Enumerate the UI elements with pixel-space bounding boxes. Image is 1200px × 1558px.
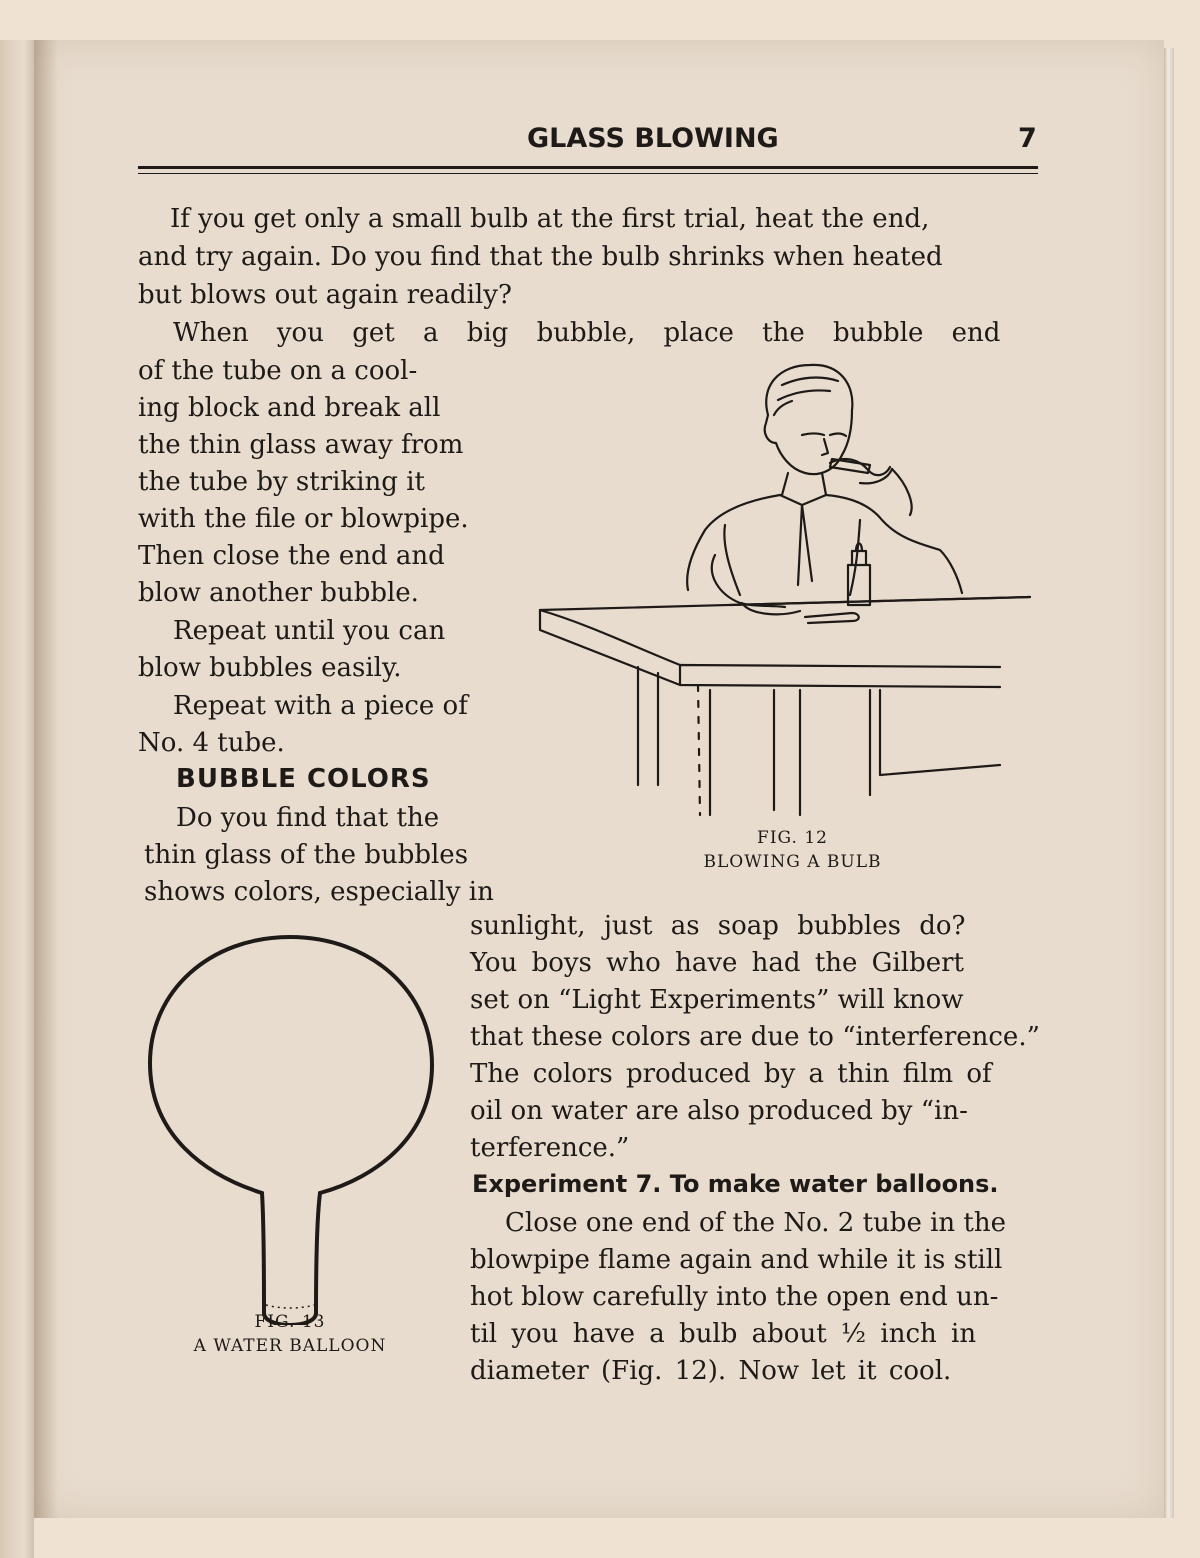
- paragraph-4-line: Repeat with a piece of: [173, 691, 468, 721]
- paragraph-1-line: If you get only a small bulb at the first trial, heat the end,: [170, 204, 930, 234]
- paragraph-2-line: Then close the end and: [138, 541, 445, 571]
- paragraph-5-line: thin glass of the bubbles: [144, 840, 469, 870]
- paragraph-5-line: Do you find that the: [176, 803, 440, 833]
- paragraph-3-line: blow bubbles easily.: [138, 653, 402, 683]
- paragraph-6-line: blowpipe flame again and while it is still: [470, 1245, 1003, 1275]
- section-heading: BUBBLE COLORS: [176, 764, 431, 794]
- binding-gutter: [34, 40, 58, 1518]
- paragraph-6-line: Close one end of the No. 2 tube in the: [505, 1208, 1007, 1238]
- figure-12-caption: BLOWING A BULB: [703, 852, 882, 872]
- paragraph-5-line: that these colors are due to “interference.”: [470, 1022, 1040, 1052]
- paragraph-1-line: but blows out again readily?: [138, 280, 512, 310]
- paragraph-2-line: the thin glass away from: [138, 430, 464, 460]
- figure-13-water-balloon-illustration: [140, 925, 450, 1325]
- paragraph-1-line: and try again. Do you find that the bulb shrinks when heated: [138, 242, 943, 272]
- paragraph-2-line: the tube by striking it: [138, 467, 425, 497]
- paragraph-6-line: hot blow carefully into the open end un-: [470, 1282, 999, 1312]
- paragraph-5-line: oil on water are also produced by “in-: [470, 1096, 968, 1126]
- paragraph-6-line: til you have a bulb about ½ inch in: [470, 1319, 977, 1349]
- paragraph-5-line: shows colors, especially in: [144, 877, 494, 907]
- paragraph-2-line: ing block and break all: [138, 393, 441, 423]
- paragraph-2-line: of the tube on a cool-: [138, 356, 418, 386]
- figure-13-caption: A WATER BALLOON: [193, 1336, 387, 1356]
- paragraph-4-line: No. 4 tube.: [138, 728, 285, 758]
- figure-12-number: FIG. 12: [757, 828, 828, 848]
- paragraph-5-line: You boys who have had the Gilbert: [470, 948, 964, 978]
- paragraph-2-line: with the file or blowpipe.: [138, 504, 469, 534]
- paragraph-2-line: blow another bubble.: [138, 578, 419, 608]
- figure-13-number: FIG. 13: [254, 1312, 326, 1332]
- page-number: 7: [1018, 123, 1037, 154]
- header-rule-thick: [138, 166, 1038, 169]
- paragraph-3-line: Repeat until you can: [173, 616, 446, 646]
- running-head-title: GLASS BLOWING: [527, 123, 779, 154]
- paragraph-5-line: sunlight, just as soap bubbles do?: [470, 911, 966, 941]
- header-rule-thin: [138, 173, 1038, 174]
- paragraph-6-line: diameter (Fig. 12). Now let it cool.: [470, 1356, 952, 1386]
- paragraph-5-line: The colors produced by a thin film of: [470, 1059, 992, 1089]
- figure-12-boy-blowing-bulb-illustration: [530, 355, 1040, 825]
- left-page-edge: [0, 40, 34, 1558]
- paragraph-2-line: When you get a big bubble, place the bubble end: [173, 318, 1001, 348]
- right-page-edge: [1164, 48, 1174, 1518]
- experiment-heading: Experiment 7. To make water balloons.: [472, 1170, 999, 1198]
- paragraph-5-line: terference.”: [470, 1133, 630, 1163]
- paragraph-5-line: set on “Light Experiments” will know: [470, 985, 964, 1015]
